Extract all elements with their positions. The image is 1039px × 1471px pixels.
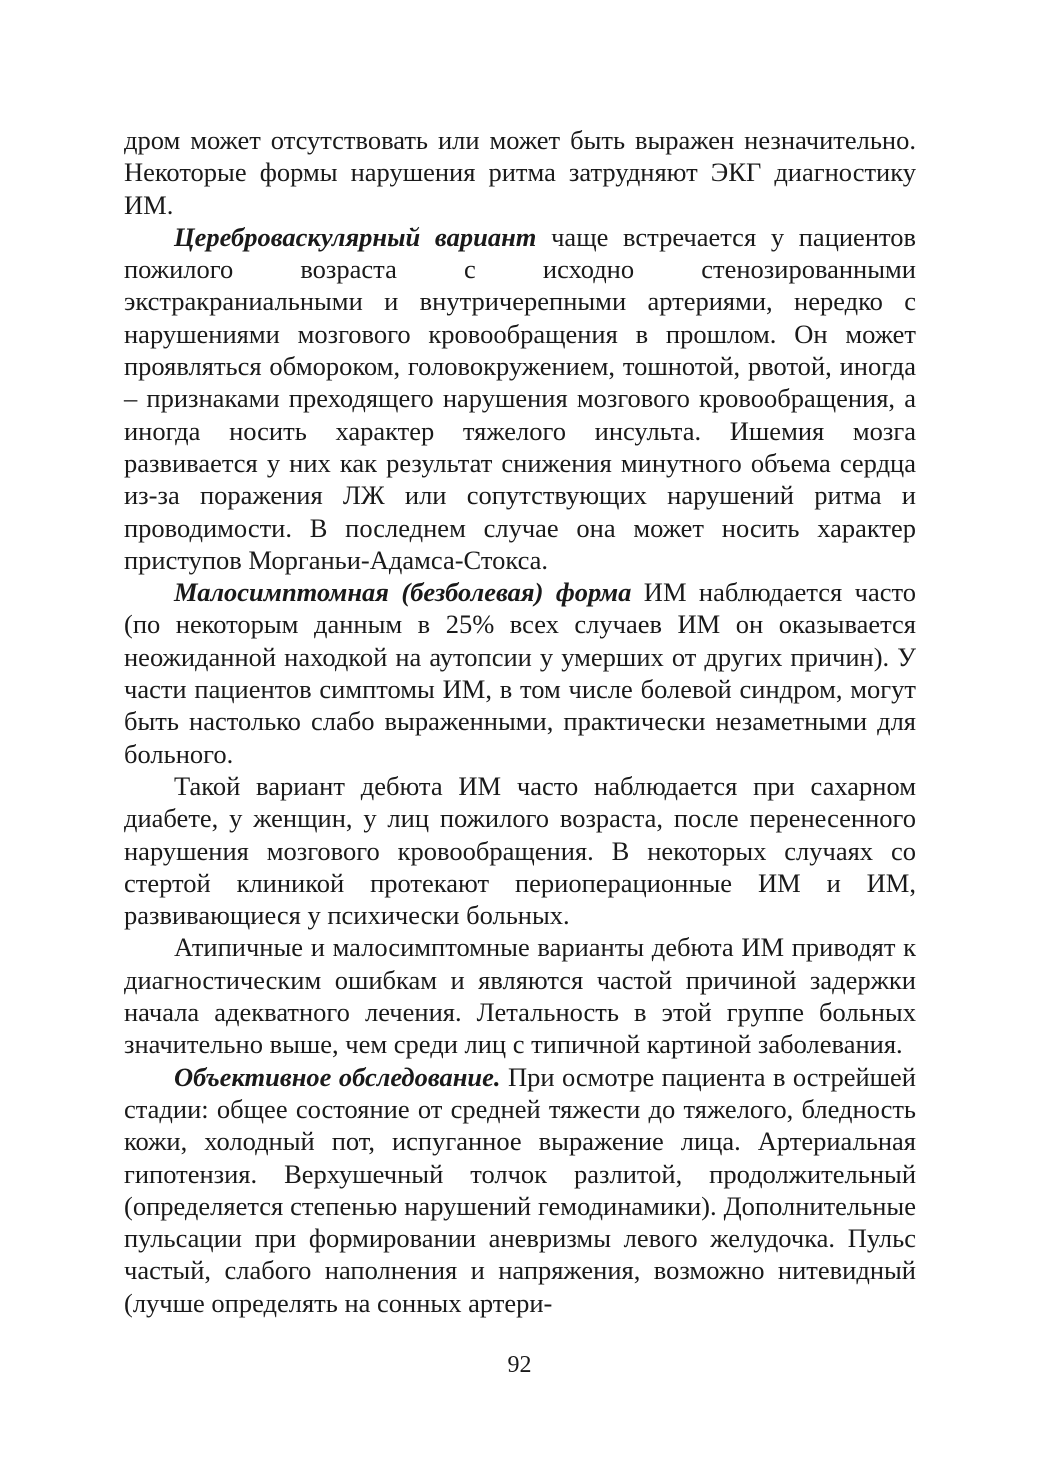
- paragraph-objective-exam-text: При осмотре пациента в острейшей стадии: общее состояние от средней тяжести до тяжелого, бледность кожи, холодный пот, испуганное выражение лица. Артериальная гипотензия. Верхушечный толчок разлитой, продолжительный (определяется степенью нарушений гемодинамики). Дополнительные пульсации при формировании аневризмы левого желудочка. Пульс частый, слабого наполнения и напряжения, возможно нитевидный (лучше определять на сонных артери-: [124, 1061, 916, 1318]
- paragraph-painless-form: [124, 576, 916, 770]
- paragraph-1-text: дром может отсутствовать или может быть выражен незначительно. Некоторые формы нарушения ритма затрудняют ЭКГ диагностику ИМ.: [124, 125, 916, 220]
- page-body: [124, 124, 916, 1319]
- paragraph-cerebrovascular: [124, 221, 916, 576]
- term-cerebrovascular-variant: Цереброваскулярный вариант: [174, 221, 537, 252]
- paragraph-4-text: Такой вариант дебюта ИМ часто наблюдается при сахарном диабете, у женщин, у лиц пожилого возраста, после перенесенного нарушения мозгового кровообращения. В некоторых случаях со стертой клиникой протекают периоперационные ИМ и ИМ, развивающиеся у психически больных.: [124, 770, 916, 931]
- page-number: 92: [507, 1352, 532, 1378]
- term-painless-form: Малосимптомная (безболевая) форма: [174, 577, 632, 608]
- paragraph-painless-form-text: ИМ наблюдается часто (по некоторым данным в 25% всех случаев ИМ он оказывается неожиданной находкой на аутопсии у умерших от других причин). У части пациентов симптомы ИМ, в том числе болевой синдром, могут быть настолько слабо выраженными, практически незаметными для больного.: [124, 577, 916, 769]
- paragraph-5-text: Атипичные и малосимптомные варианты дебюта ИМ приводят к диагностическим ошибкам и являются частой причиной задержки начала адекватного лечения. Летальность в этой группе больных значительно выше, чем среди лиц с типичной картиной заболевания.: [124, 932, 916, 1060]
- paragraph-5: [124, 931, 916, 1060]
- paragraph-objective-exam: [124, 1061, 916, 1319]
- paragraph-4: [124, 770, 916, 931]
- paragraph-1: [124, 124, 916, 221]
- paragraph-cerebrovascular-text: чаще встречается у пациентов пожилого возраста с исходно стенозированными экстракраниальными и внутричерепными артериями, нередко с нарушениями мозгового кровообращения в прошлом. Он может проявляться обмороком, головокружением, тошнотой, рвотой, иногда – признаками преходящего нарушения мозгового кровообращения, а иногда носить характер тяжелого инсульта. Ишемия мозга развивается у них как результат снижения минутного объема сердца из-за поражения ЛЖ или сопутствующих нарушений ритма и проводимости. В последнем случае она может носить характер приступов Морганьи-Адамса-Стокса.: [124, 221, 916, 575]
- term-objective-exam: Объективное обследование.: [174, 1061, 501, 1092]
